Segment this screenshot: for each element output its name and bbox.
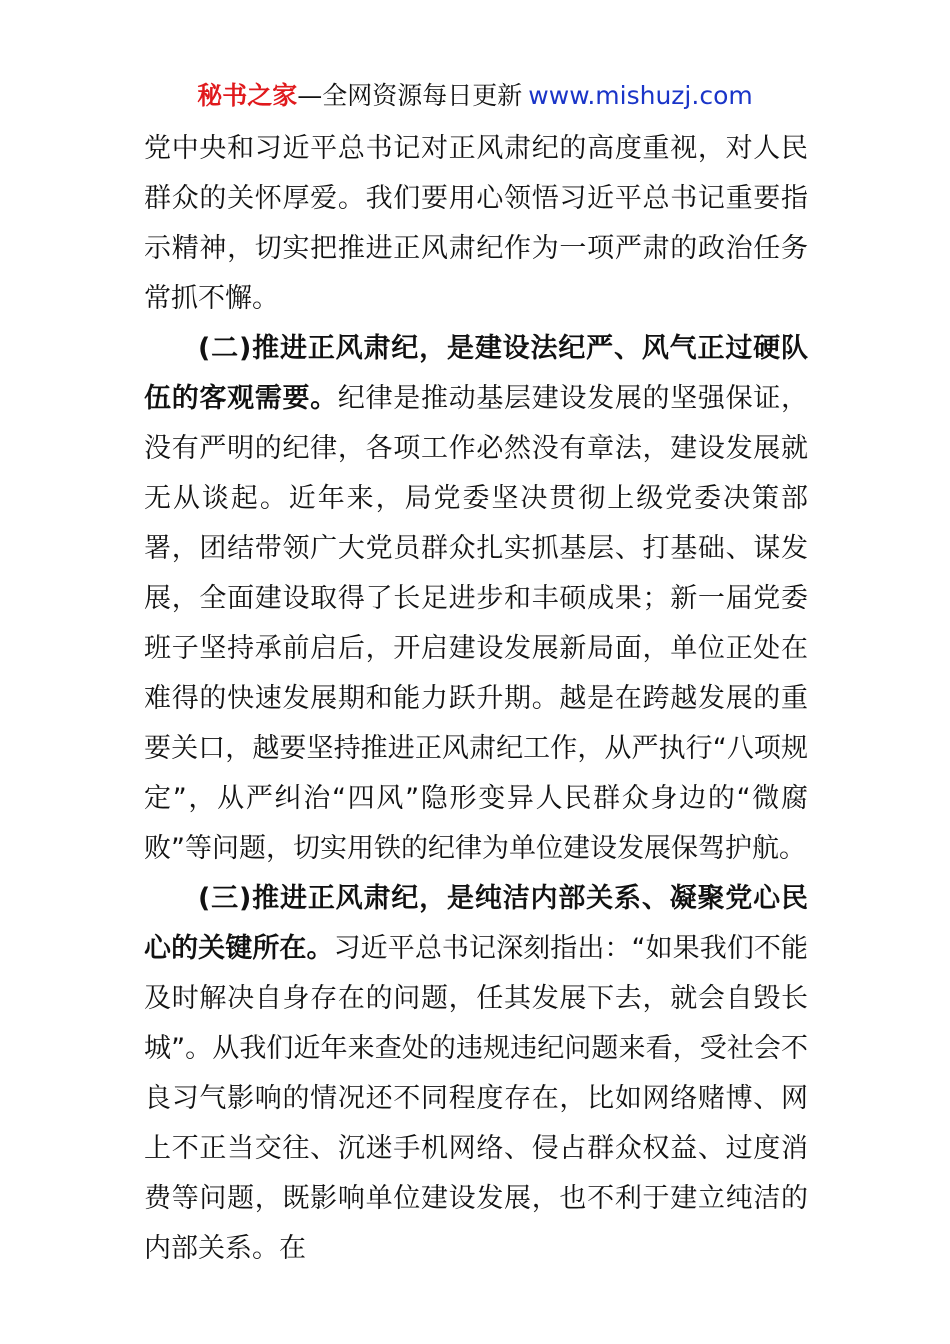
paragraph-text: 纪律是推动基层建设发展的坚强保证，没有严明的纪律，各项工作必然没有章法，建设发展就无从谈起。近年来，局党委坚决贯彻上级党委决策部署，团结带领广大党员群众扎实抓基层、打基础、谋发展，全面建设取得了长足进步和丰硕成果；新一届党委班子坚持承前启后，开启建设发展新局面，单位正处在难得的快速发展期和能力跃升期。越是在跨越发展的重要关口，越要坚持推进正风肃纪工作，从严执行“八项规定”，从严纠治“四风”隐形变异人民群众身边的“微腐败”等问题，切实用铁的纪律为单位建设发展保驾护航。 bbox=[144, 383, 809, 864]
site-brand: 秘书之家 bbox=[197, 81, 298, 110]
paragraph-text: 党中央和习近平总书记对正风肃纪的高度重视，对人民群众的关怀厚爱。我们要用心领悟习近平总书记重要指示精神，切实把推进正风肃纪作为一项严肃的政治任务常抓不懈。 bbox=[144, 133, 808, 314]
paragraph-continuation bbox=[144, 124, 808, 324]
paragraph-section-3 bbox=[144, 874, 808, 1274]
section-heading: (三)推进正风肃纪，是纯洁内部关系、凝聚党心民心的关键所在。 bbox=[144, 883, 808, 964]
site-url-link[interactable]: www.mishuzj.com bbox=[528, 81, 753, 110]
section-heading: (二)推进正风肃纪，是建设法纪严、风气正过硬队伍的客观需要。 bbox=[144, 333, 808, 414]
site-header bbox=[0, 76, 950, 116]
document-body bbox=[144, 124, 808, 1274]
site-tagline: —全网资源每日更新 bbox=[297, 81, 523, 110]
paragraph-text: 习近平总书记深刻指出：“如果我们不能及时解决自身存在的问题，任其发展下去，就会自毁长城”。从我们近年来查处的违规违纪问题来看，受社会不良习气影响的情况还不同程度存在，比如网络赌博、网上不正当交往、沉迷手机网络、侵占群众权益、过度消费等问题，既影响单位建设发展，也不利于建立纯洁的内部关系。在 bbox=[144, 933, 808, 1264]
paragraph-section-2 bbox=[144, 324, 808, 874]
